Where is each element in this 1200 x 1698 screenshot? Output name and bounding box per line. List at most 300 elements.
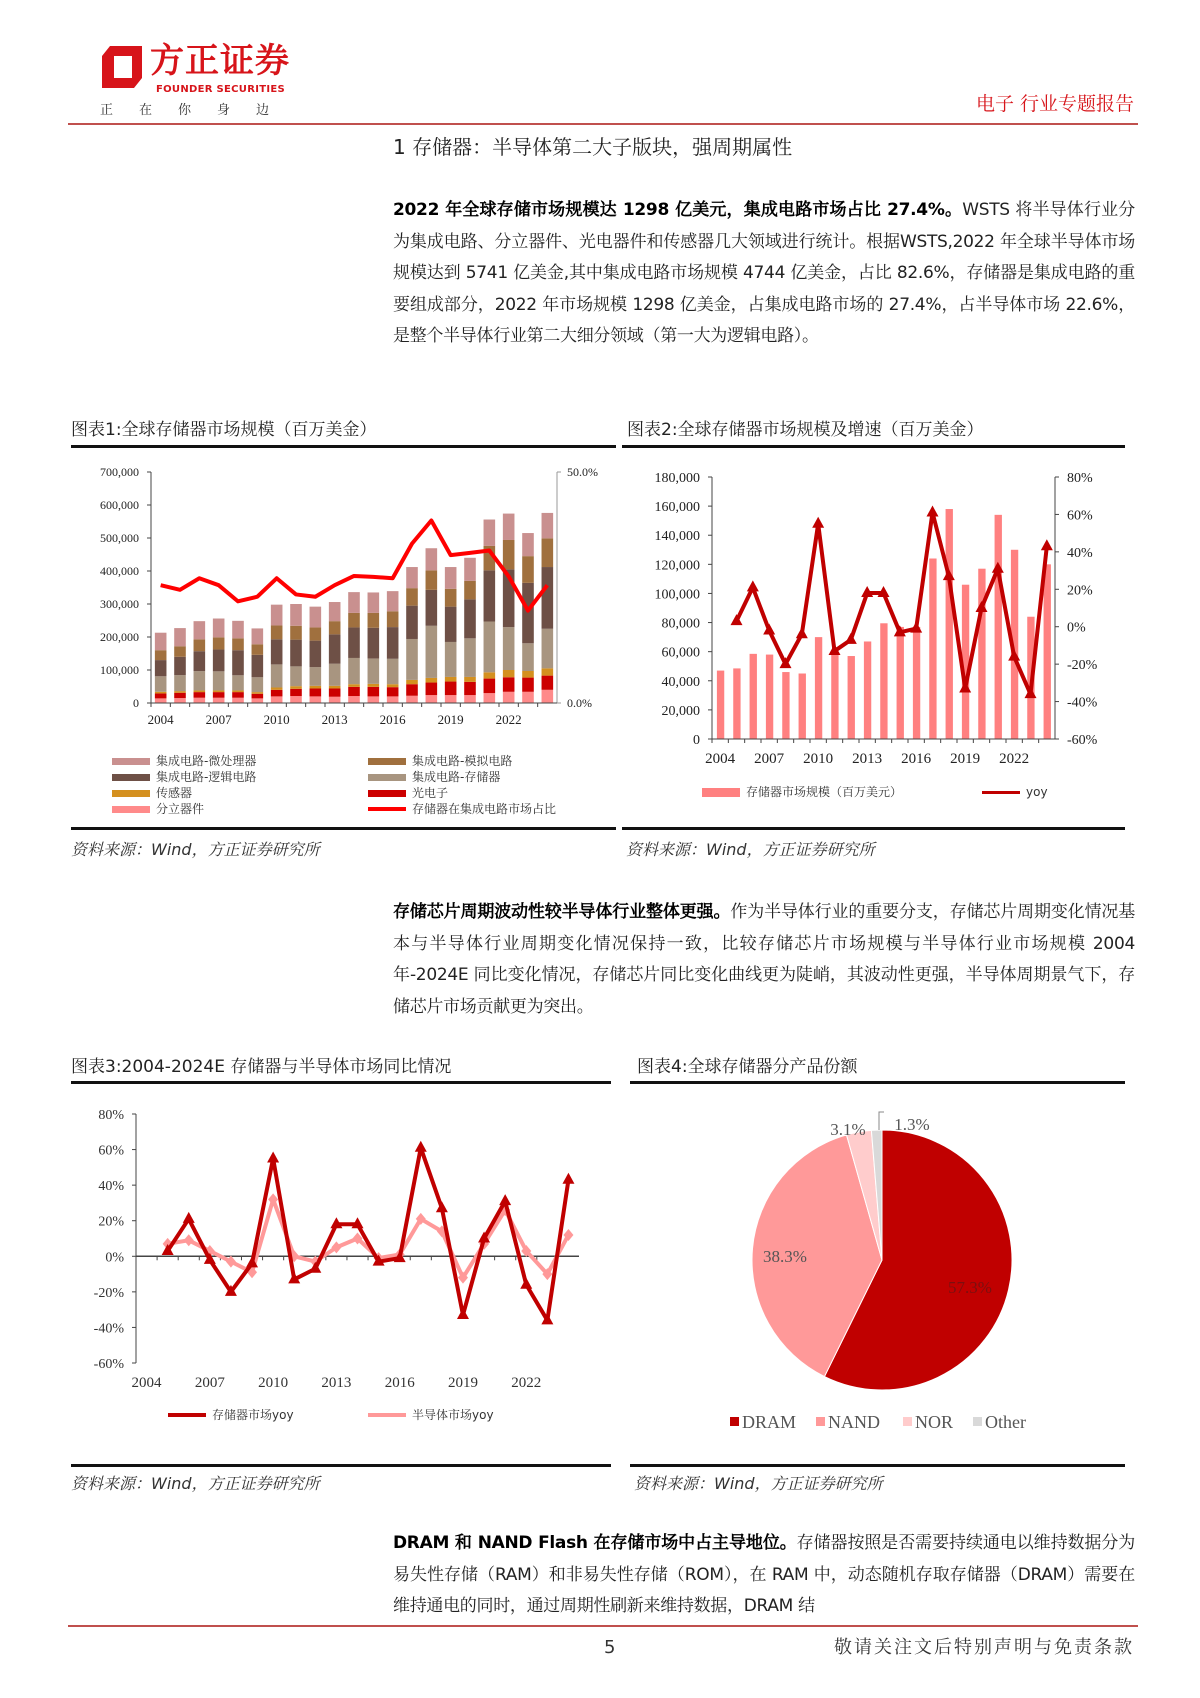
bar [864, 641, 871, 739]
bar-segment [232, 698, 244, 703]
y-tick-label: 20,000 [661, 703, 700, 719]
legend-label: yoy [1026, 785, 1048, 799]
data-point [436, 1201, 448, 1212]
bar-segment [406, 696, 418, 703]
bar [995, 515, 1002, 739]
bar-segment [310, 607, 322, 628]
bar-segment [445, 567, 457, 589]
legend-item [112, 770, 256, 784]
bar-segment [194, 621, 206, 639]
y-tick-label: 80% [98, 1108, 124, 1123]
bar-segment [464, 558, 476, 581]
bar-segment [329, 686, 341, 689]
paragraph-3-body: 存储器按照是否需要持续通电以维持数据分为易失性存储（RAM）和非易失性存储（ROM），在 RAM 中，动态随机存取存储器（DRAM）需要在维持通电的同时，通过周期性刷新来维持数据，DRAM 结 [393, 1533, 1135, 1616]
bar-segment [484, 570, 496, 621]
bar-segment [232, 690, 244, 692]
bar-segment [271, 605, 283, 626]
bar-segment [464, 638, 476, 677]
x-tick-label: 2004 [147, 712, 174, 727]
data-point [267, 1151, 279, 1162]
bar-segment [155, 676, 167, 692]
y-tick-label: -40% [93, 1321, 124, 1337]
bar-segment [213, 698, 225, 703]
y2-tick-label: -60% [1067, 733, 1098, 748]
bar-segment [232, 621, 244, 638]
y-tick-label: 160,000 [654, 500, 700, 516]
bar-segment [155, 633, 167, 650]
figure-4-chart [620, 1095, 1160, 1445]
pie-value-label: 57.3% [948, 1278, 992, 1297]
bar [848, 656, 855, 739]
bar-segment [522, 556, 534, 583]
pie-value-label: 1.3% [894, 1115, 930, 1134]
bar-segment [542, 538, 554, 567]
bar-segment [426, 678, 438, 683]
legend-label: 光电子 [412, 786, 449, 800]
bar-segment [232, 638, 244, 650]
bar-segment [155, 660, 167, 676]
paragraph-2 [393, 897, 1135, 1023]
bar-segment [174, 657, 186, 675]
bar-segment [290, 696, 302, 703]
bar-segment [174, 646, 186, 657]
x-tick-label: 2004 [131, 1375, 162, 1391]
bar-segment [368, 628, 380, 659]
figure-2-bottom-rule [622, 827, 1125, 830]
bar-segment [194, 639, 206, 651]
slogan: 正在你身边 [100, 103, 296, 118]
bar-segment [426, 626, 438, 678]
section-title: 1 存储器：半导体第二大子版块，强周期属性 [393, 135, 793, 159]
yoy-point [747, 580, 759, 591]
bar-segment [542, 676, 554, 690]
y-tick-label: 500,000 [100, 531, 139, 545]
legend-item [368, 786, 448, 800]
figure-4-title: 图表4:全球存储器分产品份额 [637, 1057, 858, 1077]
y-tick-label: 600,000 [100, 498, 139, 512]
y-tick-label: 0% [105, 1250, 124, 1266]
figure-1-legend [112, 754, 612, 818]
paragraph-2-lead: 存储芯片周期波动性较半导体行业整体更强。 [393, 902, 731, 922]
bar-segment [329, 602, 341, 621]
bar-segment [329, 697, 341, 703]
y-tick-label: 200,000 [100, 630, 139, 644]
figure-4-source: 资料来源：Wind，方正证券研究所 [634, 1474, 883, 1493]
bar-segment [464, 695, 476, 703]
bar-segment [252, 698, 264, 703]
x-tick-label: 2007 [205, 712, 232, 727]
y-tick-label: 0 [693, 733, 700, 748]
bar-segment [329, 621, 341, 634]
figure-2-legend [702, 785, 1122, 803]
bar-segment [348, 613, 360, 628]
bar-segment [252, 694, 264, 699]
legend-label: DRAM [742, 1412, 797, 1432]
data-point [415, 1141, 427, 1152]
yoy-point [943, 569, 955, 580]
y2-tick-label: 80% [1067, 471, 1093, 486]
bar-segment [445, 642, 457, 677]
bar [782, 672, 789, 739]
bar-segment [484, 621, 496, 672]
bar-segment [232, 675, 244, 690]
legend-swatch [903, 1417, 912, 1426]
data-point [184, 1234, 194, 1246]
yoy-point [927, 506, 939, 517]
bar-segment [368, 592, 380, 612]
legend-item [368, 802, 556, 816]
bar-segment [387, 627, 399, 659]
bar-segment [522, 583, 534, 643]
pie-value-label: 38.3% [763, 1247, 807, 1266]
bar-segment [406, 588, 418, 605]
legend-label: 传感器 [156, 786, 193, 800]
logo-english-name: FOUNDER SECURITIES [156, 84, 286, 95]
data-point [457, 1308, 469, 1319]
y2-tick-label: 50.0% [567, 465, 598, 479]
bar-segment [252, 644, 264, 655]
paragraph-1-body: WSTS 将半导体行业分为集成电路、分立器件、光电器件和传感器几大领域进行统计。根据WSTS,2022 年全球半导体市场规模达到 5741 亿美金,其中集成电路市场规模 4744 亿美金，占比 82.6%，存储器是集成电路的重要组成部分，2022 年市场规模 1298 亿美金，占集成电路市场的 27.4%，占半导体市场 22.6%，是整个半导体行业第二大细分领域（第一大为逻辑电路）。 [393, 200, 1135, 346]
yoy-point [1041, 539, 1053, 550]
bar-segment [194, 692, 206, 698]
bar-segment [406, 639, 418, 680]
legend-label: 半导体市场yoy [412, 1408, 494, 1422]
y2-tick-label: 40% [1067, 545, 1093, 561]
y-tick-label: 100,000 [654, 587, 700, 603]
legend-swatch [973, 1417, 982, 1426]
bar-segment [368, 658, 380, 683]
bar-segment [290, 666, 302, 686]
legend-item [368, 1408, 494, 1422]
y-tick-label: 140,000 [654, 529, 700, 545]
figure-4-top-rule [630, 1081, 1125, 1084]
x-tick-label: 2010 [258, 1375, 289, 1391]
bar [815, 637, 822, 739]
bar [913, 627, 920, 739]
y2-tick-label: 0.0% [567, 696, 592, 710]
company-logo [100, 44, 144, 90]
data-point [562, 1173, 574, 1184]
bar [1044, 564, 1051, 739]
yoy-point [992, 562, 1004, 573]
legend-item [702, 785, 902, 799]
bar [733, 668, 740, 739]
bar-segment [503, 627, 515, 670]
bar-segment [252, 677, 264, 692]
legend-swatch [816, 1417, 825, 1426]
bar-segment [348, 592, 360, 613]
figure-1-title: 图表1:全球存储器市场规模（百万美金） [71, 420, 377, 440]
bar-segment [194, 651, 206, 671]
bar-segment [232, 650, 244, 675]
figure-2-source: 资料来源：Wind，方正证券研究所 [626, 840, 875, 859]
y-tick-label: 120,000 [654, 558, 700, 574]
yoy-point [796, 627, 808, 638]
legend-label: 分立器件 [156, 802, 205, 816]
yoy-point [763, 623, 775, 634]
footer-disclaimer: 敬请关注文后特别声明与免责条款 [834, 1637, 1134, 1658]
bar-segment [368, 696, 380, 703]
bar [750, 654, 757, 739]
legend-item [368, 754, 512, 768]
x-tick-label: 2016 [901, 751, 932, 767]
bar-segment [387, 696, 399, 703]
legend-item [112, 802, 204, 816]
x-tick-label: 2016 [384, 1375, 415, 1391]
bar-segment [194, 698, 206, 703]
data-point [499, 1194, 511, 1205]
bar-segment [484, 679, 496, 694]
bar-segment [542, 668, 554, 675]
legend-label: NOR [915, 1412, 954, 1432]
x-tick-label: 2010 [263, 712, 290, 727]
y2-tick-label: 60% [1067, 508, 1093, 524]
y-tick-label: -60% [93, 1357, 124, 1372]
bar-segment [522, 533, 534, 556]
y2-tick-label: -40% [1067, 695, 1098, 711]
bar-segment [368, 687, 380, 697]
legend-label: 集成电路-模拟电路 [412, 754, 513, 768]
logo-mark-icon [100, 44, 144, 90]
paragraph-3 [393, 1528, 1135, 1623]
bar-segment [213, 671, 225, 690]
x-tick-label: 2007 [754, 751, 785, 767]
y-tick-label: 80,000 [661, 616, 700, 632]
report-type: 电子 行业专题报告 [975, 93, 1134, 115]
bar-segment [290, 626, 302, 640]
bar-segment [464, 599, 476, 638]
leader-line [879, 1112, 884, 1130]
x-tick-label: 2013 [852, 751, 883, 767]
y2-tick-label: -20% [1067, 658, 1098, 674]
data-point [520, 1278, 532, 1289]
bar-segment [464, 581, 476, 599]
bar-segment [174, 691, 186, 693]
figure-3-bottom-rule [71, 1464, 611, 1467]
paragraph-3-lead: DRAM 和 NAND Flash 在存储市场中占主导地位。 [393, 1533, 797, 1553]
bar-segment [542, 567, 554, 629]
bar-segment [503, 692, 515, 703]
bar-segment [368, 684, 380, 687]
x-tick-label: 2010 [803, 751, 834, 767]
bar-segment [522, 643, 534, 671]
bar-segment [174, 693, 186, 698]
legend-label: 存储器在集成电路市场占比 [412, 802, 557, 816]
bar [766, 655, 773, 739]
figure-2-title: 图表2:全球存储器市场规模及增速（百万美金） [627, 420, 984, 440]
bar-segment [503, 514, 515, 540]
bar-segment [155, 692, 167, 694]
bar-segment [310, 667, 322, 686]
y-tick-label: -20% [93, 1285, 124, 1301]
x-tick-label: 2004 [705, 751, 736, 767]
bar [946, 509, 953, 739]
legend-label: 存储器市场规模（百万美元） [746, 785, 903, 799]
bar-segment [522, 692, 534, 703]
yoy-point [845, 633, 857, 644]
bar-segment [445, 695, 457, 703]
bar-segment [290, 604, 302, 626]
bar-segment [271, 639, 283, 664]
bar-segment [503, 540, 515, 569]
bar-segment [387, 684, 399, 687]
bar-segment [310, 627, 322, 640]
bar-segment [348, 658, 360, 684]
bar-segment [174, 675, 186, 691]
bar [897, 627, 904, 739]
legend-item [112, 754, 256, 768]
x-tick-label: 2022 [511, 1375, 542, 1391]
bar-segment [445, 682, 457, 696]
x-tick-label: 2022 [495, 712, 522, 727]
yoy-point [1008, 650, 1020, 661]
bar-segment [213, 619, 225, 638]
data-point [226, 1256, 236, 1268]
paragraph-1 [393, 195, 1135, 353]
bar-segment [426, 590, 438, 626]
pie-value-label: 3.1% [830, 1120, 866, 1139]
bar-segment [310, 688, 322, 696]
bar-segment [290, 689, 302, 696]
legend-label: Other [985, 1412, 1026, 1432]
header-divider [68, 123, 1138, 125]
bar-segment [290, 686, 302, 689]
y-tick-label: 40% [98, 1179, 124, 1195]
figure-3-source: 资料来源：Wind，方正证券研究所 [71, 1474, 320, 1493]
bar-segment [484, 693, 496, 703]
logo-chinese-name: 方正证券 [150, 41, 290, 81]
bar-segment [310, 696, 322, 703]
figure-3-title: 图表3:2004-2024E 存储器与半导体市场同比情况 [71, 1057, 452, 1077]
bar-segment [329, 688, 341, 696]
figure-4-bottom-rule [630, 1464, 1125, 1467]
legend-swatch [730, 1417, 739, 1426]
bar-segment [464, 682, 476, 695]
yoy-point [910, 622, 922, 633]
x-tick-label: 2013 [321, 712, 348, 727]
bar-segment [194, 671, 206, 690]
bar-segment [387, 611, 399, 627]
y-tick-label: 40,000 [661, 674, 700, 690]
bar-segment [464, 677, 476, 682]
bar-segment [194, 690, 206, 692]
yoy-point [812, 517, 824, 528]
bar-segment [271, 687, 283, 689]
bar [799, 674, 806, 740]
bar-segment [310, 686, 322, 689]
bar-segment [271, 690, 283, 697]
figure-1-top-rule [71, 445, 616, 448]
bar-segment [503, 670, 515, 677]
x-tick-label: 2019 [437, 712, 464, 727]
bar [831, 652, 838, 739]
y-tick-label: 400,000 [100, 564, 139, 578]
y2-tick-label: 20% [1067, 583, 1093, 599]
bar-segment [406, 684, 418, 696]
bar-segment [426, 548, 438, 570]
bar-segment [271, 664, 283, 687]
figure-1-bottom-rule [71, 827, 616, 830]
bar-segment [252, 655, 264, 677]
bar-segment [348, 627, 360, 658]
bar-segment [348, 696, 360, 703]
bar-segment [406, 567, 418, 588]
bar-segment [252, 628, 264, 644]
bar-segment [542, 629, 554, 669]
paragraph-2-body: 作为半导体行业的重要分支，存储芯片周期变化情况基本与半导体行业周期变化情况保持一致，比较存储芯片市场规模与半导体行业市场规模 2004 年-2024E 同比变化情况，存储芯片同比变化曲线更为陡峭，其波动性更强，半导体周期景气下，存储芯片市场贡献更为突出。 [393, 902, 1135, 1017]
legend-item [112, 786, 192, 800]
bar-segment [348, 687, 360, 696]
figure-1-chart [60, 450, 620, 750]
bar-segment [348, 684, 360, 687]
legend-item [168, 1408, 294, 1422]
bar-segment [155, 698, 167, 703]
bar-segment [252, 692, 264, 694]
bar-segment [271, 625, 283, 639]
legend-label: 集成电路-存储器 [412, 770, 501, 784]
legend-label: 集成电路-逻辑电路 [156, 770, 257, 784]
x-tick-label: 2019 [447, 1375, 478, 1391]
footer-divider [68, 1625, 1138, 1627]
bar [717, 671, 724, 739]
bar-segment [290, 640, 302, 667]
bar-segment [426, 695, 438, 703]
bar-segment [445, 677, 457, 682]
bar-segment [155, 693, 167, 698]
figure-3-legend [168, 1408, 588, 1426]
bar-segment [387, 659, 399, 684]
bar-segment [329, 634, 341, 663]
y-tick-label: 100,000 [100, 663, 139, 677]
bar-segment [174, 628, 186, 646]
y2-tick-label: 0% [1067, 620, 1086, 636]
bar-segment [406, 680, 418, 684]
figure-3-top-rule [71, 1081, 611, 1084]
bar-segment [522, 671, 534, 678]
bar-segment [271, 696, 283, 703]
figure-2-chart [620, 450, 1160, 770]
bar-segment [213, 637, 225, 649]
bar-segment [232, 692, 244, 698]
bar-segment [426, 570, 438, 589]
bar-segment [542, 690, 554, 703]
y-tick-label: 700,000 [100, 465, 139, 479]
y-tick-label: 0 [133, 696, 139, 710]
figure-2-top-rule [622, 445, 1125, 448]
bar-segment [445, 607, 457, 642]
page-number: 5 [604, 1637, 616, 1658]
bar-segment [213, 650, 225, 672]
x-tick-label: 2013 [321, 1375, 352, 1391]
x-tick-label: 2007 [194, 1375, 225, 1391]
y-tick-label: 20% [98, 1214, 124, 1230]
bar-segment [387, 591, 399, 611]
bar [978, 569, 985, 739]
bar-segment [213, 690, 225, 692]
x-tick-label: 2016 [379, 712, 406, 727]
bar-segment [368, 613, 380, 628]
figure-1-source: 资料来源：Wind，方正证券研究所 [71, 840, 320, 859]
bar-segment [155, 650, 167, 660]
bar-segment [522, 678, 534, 692]
bar-segment [542, 513, 554, 538]
paragraph-1-lead: 2022 年全球存储市场规模达 1298 亿美元，集成电路市场占比 27.4%。 [393, 200, 963, 220]
bar [880, 623, 887, 739]
bar-segment [426, 683, 438, 696]
bar-segment [310, 641, 322, 667]
y-tick-label: 300,000 [100, 597, 139, 611]
legend-label: 存储器市场yoy [212, 1408, 294, 1422]
